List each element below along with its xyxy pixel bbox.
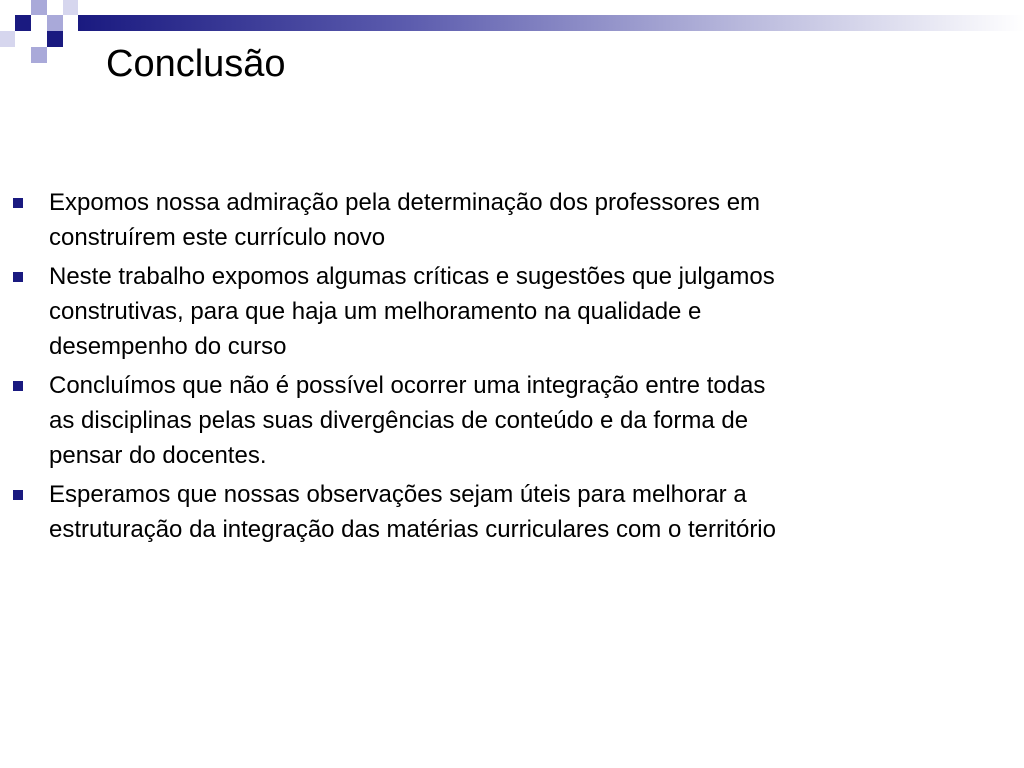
bullet-text-line: estruturação da integração das matérias curriculares com o território (49, 516, 776, 543)
deco-square (47, 15, 63, 31)
bullet-text-line: desempenho do curso (49, 333, 287, 360)
bullet-text-line: construírem este currículo novo (49, 224, 386, 251)
deco-square (31, 47, 47, 63)
deco-square (63, 0, 78, 15)
slide-title: Conclusão (106, 43, 286, 85)
deco-square (15, 15, 31, 31)
bullet-text-line: pensar do docentes. (49, 442, 267, 469)
deco-square (0, 31, 15, 47)
bullet-text-line: Concluímos que não é possível ocorrer uma integração entre todas (49, 372, 766, 399)
bullet-item (0, 477, 1024, 547)
bullet-text-line: as disciplinas pelas suas divergências de conteúdo e da forma de (49, 407, 749, 434)
bullet-text-line: construtivas, para que haja um melhoramento na qualidade e (49, 298, 702, 325)
bullet-item (0, 259, 1024, 364)
bullet-text-line: Expomos nossa admiração pela determinação dos professores em (49, 189, 761, 216)
header-gradient-bar (78, 15, 1024, 31)
square-bullet-icon (13, 490, 23, 500)
bullet-item (0, 185, 1024, 255)
bullet-item (0, 368, 1024, 473)
deco-square (31, 0, 47, 15)
bullet-text-line: Neste trabalho expomos algumas críticas e sugestões que julgamos (49, 263, 775, 290)
square-bullet-icon (13, 272, 23, 282)
square-bullet-icon (13, 381, 23, 391)
deco-square (47, 31, 63, 47)
bullet-list (0, 185, 1024, 551)
square-bullet-icon (13, 198, 23, 208)
bullet-text-line: Esperamos que nossas observações sejam úteis para melhorar a (49, 481, 747, 508)
